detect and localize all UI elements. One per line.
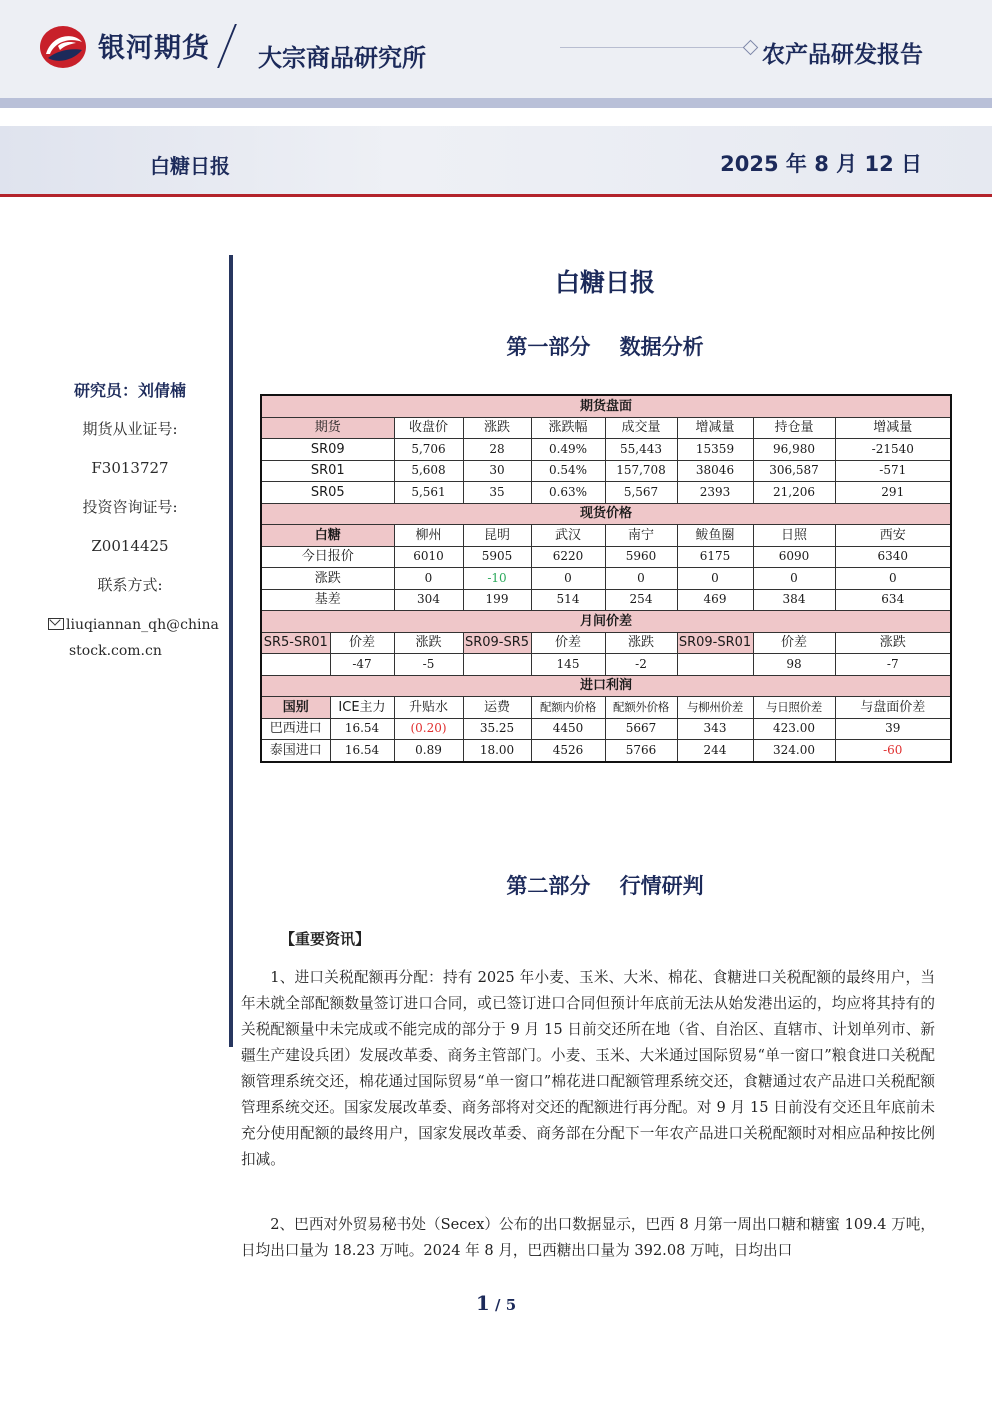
report-type: 农产品研发报告 — [762, 42, 923, 68]
table-cell: 0 — [835, 568, 951, 590]
table-cell: -571 — [835, 460, 951, 482]
page-current: 1 — [475, 1291, 490, 1315]
red-divider — [0, 194, 992, 197]
page-total: / 5 — [489, 1296, 517, 1314]
row-label: SR01 — [261, 460, 394, 482]
row-label: 泰国进口 — [261, 740, 330, 762]
row-label: 涨跌 — [261, 568, 394, 590]
table-row — [261, 654, 951, 676]
table-cell: 0 — [605, 568, 677, 590]
column-header: 价差 — [330, 632, 394, 654]
table-cell — [677, 654, 753, 676]
futures-section-row — [261, 395, 951, 417]
table-cell: 423.00 — [753, 718, 835, 740]
row-label: SR09 — [261, 439, 394, 461]
table-cell: 5,561 — [394, 482, 463, 504]
column-header: 柳州 — [394, 525, 463, 547]
column-header: 白糖 — [261, 525, 394, 547]
column-header: 持仓量 — [753, 417, 835, 439]
table-cell: 2393 — [677, 482, 753, 504]
table-row — [261, 740, 951, 762]
market-data-table — [260, 394, 952, 763]
table-cell: 6010 — [394, 546, 463, 568]
table-cell: 4450 — [531, 718, 605, 740]
table-cell: 98 — [753, 654, 835, 676]
table-cell: -2 — [605, 654, 677, 676]
column-header: 与柳州价差 — [677, 697, 753, 719]
column-header: 日照 — [753, 525, 835, 547]
table-cell: -5 — [394, 654, 463, 676]
table-cell: 4526 — [531, 740, 605, 762]
table-cell: 343 — [677, 718, 753, 740]
news-heading: 【重要资讯】 — [280, 930, 371, 948]
table-cell: 38046 — [677, 460, 753, 482]
table-cell: 157,708 — [605, 460, 677, 482]
column-header: 涨跌 — [835, 632, 951, 654]
section-title: 现货价格 — [261, 503, 951, 525]
column-header: 南宁 — [605, 525, 677, 547]
table-cell: -60 — [835, 740, 951, 762]
column-header: 价差 — [753, 632, 835, 654]
table-row — [261, 482, 951, 504]
table-cell: 15359 — [677, 439, 753, 461]
table-cell: 5,567 — [605, 482, 677, 504]
table-cell: 96,980 — [753, 439, 835, 461]
section-title: 进口利润 — [261, 675, 951, 697]
table-row — [261, 546, 951, 568]
table-cell: 0 — [753, 568, 835, 590]
table-cell: 304 — [394, 589, 463, 611]
table-cell: 5,706 — [394, 439, 463, 461]
table-cell: 145 — [531, 654, 605, 676]
table-cell: 5,608 — [394, 460, 463, 482]
table-row — [261, 460, 951, 482]
column-header: 西安 — [835, 525, 951, 547]
table-cell: 0.49% — [531, 439, 605, 461]
email-line-1: liuqiannan_qh@china — [66, 617, 219, 633]
table-cell: 5667 — [605, 718, 677, 740]
table-cell: 0 — [394, 568, 463, 590]
spot-header-row — [261, 525, 951, 547]
row-label: SR05 — [261, 482, 394, 504]
table-cell: 324.00 — [753, 740, 835, 762]
column-header: 运费 — [463, 697, 531, 719]
table-cell: 5905 — [463, 546, 531, 568]
table-cell: -10 — [463, 568, 531, 590]
email-line-2: stock.com.cn — [69, 643, 162, 659]
column-header: 配额外价格 — [605, 697, 677, 719]
table-cell: 6340 — [835, 546, 951, 568]
column-header: 增减量 — [677, 417, 753, 439]
invest-cert: Z0014425 — [91, 537, 169, 555]
table-cell — [261, 654, 330, 676]
table-cell: 0.63% — [531, 482, 605, 504]
column-header: 涨跌 — [605, 632, 677, 654]
column-header: 涨跌 — [394, 632, 463, 654]
column-header: 武汉 — [531, 525, 605, 547]
futures-cert-label: 期货从业证号: — [82, 420, 178, 438]
column-header: 昆明 — [463, 525, 531, 547]
column-header: SR5-SR01 — [261, 632, 330, 654]
column-header: 鲅鱼圈 — [677, 525, 753, 547]
institute-name: 大宗商品研究所 — [258, 44, 426, 72]
spot-section-row — [261, 503, 951, 525]
table-cell: 35.25 — [463, 718, 531, 740]
header-rule — [560, 47, 746, 48]
page-number — [0, 1291, 992, 1315]
table-cell — [463, 654, 531, 676]
table-row — [261, 568, 951, 590]
column-header: ICE主力 — [330, 697, 394, 719]
table-cell: 16.54 — [330, 740, 394, 762]
table-cell: 28 — [463, 439, 531, 461]
spread-section-row — [261, 611, 951, 633]
table-row — [261, 589, 951, 611]
table-cell: 5766 — [605, 740, 677, 762]
column-header: SR09-SR5 — [463, 632, 531, 654]
spread-header-row — [261, 632, 951, 654]
column-header: 与盘面价差 — [835, 697, 951, 719]
table-cell: -21540 — [835, 439, 951, 461]
table-cell: 39 — [835, 718, 951, 740]
contact-email[interactable] — [40, 612, 220, 664]
table-cell: 0 — [531, 568, 605, 590]
table-cell: 6090 — [753, 546, 835, 568]
table-cell: (0.20) — [394, 718, 463, 740]
part1-title: 第一部分 数据分析 — [506, 335, 704, 359]
table-cell: 6175 — [677, 546, 753, 568]
table-cell: 469 — [677, 589, 753, 611]
table-cell: 18.00 — [463, 740, 531, 762]
column-header: 升贴水 — [394, 697, 463, 719]
section-title: 期货盘面 — [261, 395, 951, 417]
futures-cert: F3013727 — [91, 459, 169, 477]
table-cell: 244 — [677, 740, 753, 762]
column-header: 配额内价格 — [531, 697, 605, 719]
document-title: 白糖日报 — [554, 268, 655, 297]
row-label: 今日报价 — [261, 546, 394, 568]
table-cell: 384 — [753, 589, 835, 611]
table-cell: -7 — [835, 654, 951, 676]
contact-label: 联系方式: — [97, 576, 163, 594]
table-cell: 514 — [531, 589, 605, 611]
table-cell: 30 — [463, 460, 531, 482]
company-name: 银河期货 — [98, 33, 210, 64]
row-label: 基差 — [261, 589, 394, 611]
column-header: 国别 — [261, 697, 330, 719]
galaxy-logo-icon — [38, 24, 88, 70]
table-cell: 55,443 — [605, 439, 677, 461]
table-cell: 0.89 — [394, 740, 463, 762]
futures-header-row — [261, 417, 951, 439]
section-title: 月间价差 — [261, 611, 951, 633]
import-header-row — [261, 697, 951, 719]
column-header: 成交量 — [605, 417, 677, 439]
analyst-name: 研究员：刘倩楠 — [73, 381, 186, 400]
table-cell: 0.54% — [531, 460, 605, 482]
column-header: 价差 — [531, 632, 605, 654]
table-cell: 21,206 — [753, 482, 835, 504]
column-header: 增减量 — [835, 417, 951, 439]
invest-cert-label: 投资咨询证号: — [82, 498, 178, 516]
column-header: 期货 — [261, 417, 394, 439]
table-cell: 0 — [677, 568, 753, 590]
news-paragraph-2: 2、巴西对外贸易秘书处（Secex）公布的出口数据显示，巴西 8 月第一周出口糖和糖蜜 109.4 万吨，日均出口量为 18.23 万吨。2024 年 8 月，巴西糖出口量为 392.08 万吨，日均出口 — [241, 1216, 935, 1259]
table-cell: 634 — [835, 589, 951, 611]
row-label: 巴西进口 — [261, 718, 330, 740]
analyst-sidebar — [40, 378, 220, 664]
table-row — [261, 439, 951, 461]
report-sub-title: 白糖日报 — [150, 154, 230, 178]
table-cell: 6220 — [531, 546, 605, 568]
table-cell: 199 — [463, 589, 531, 611]
mail-icon — [48, 618, 64, 630]
table-cell: 35 — [463, 482, 531, 504]
column-header: 涨跌幅 — [531, 417, 605, 439]
table-cell: -47 — [330, 654, 394, 676]
sidebar-divider — [229, 255, 233, 1047]
banner-bottom-stripe — [0, 98, 992, 108]
table-cell: 291 — [835, 482, 951, 504]
part2-title: 第二部分 行情研判 — [506, 874, 704, 898]
import-section-row — [261, 675, 951, 697]
column-header: 涨跌 — [463, 417, 531, 439]
column-header: 与日照价差 — [753, 697, 835, 719]
table-cell: 16.54 — [330, 718, 394, 740]
table-row — [261, 718, 951, 740]
news-paragraph-1: 1、进口关税配额再分配：持有 2025 年小麦、玉米、大米、棉花、食糖进口关税配额的最终用户，当年未就全部配额数量签订进口合同，或已签订进口合同但预计年底前无法从始发港出运的，均应将其持有的关税配额量中未完成或不能完成的部分于 9 月 15 日前交还所在地（省、自治区、直辖市、计划单列市、新疆生产建设兵团）发展改革委、商务主管部门。小麦、玉米、大米通过国际贸易“单一窗口”粮食进口关税配额管理系统交还，棉花通过国际贸易“单一窗口”棉花进口配额管理系统交还，食糖通过农产品进口关税配额管理系统交还。国家发展改革委、商务部将对交还的配额进行再分配。对 9 月 15 日前没有交还且年底前未充分使用配额的最终用户，国家发展改革委、商务部在分配下一年农产品进口关税配额时对相应品种按比例扣减。 — [241, 969, 935, 1168]
table-cell: 5960 — [605, 546, 677, 568]
column-header: SR09-SR01 — [677, 632, 753, 654]
table-cell: 254 — [605, 589, 677, 611]
report-date: 2025 年 8 月 12 日 — [720, 152, 922, 176]
table-cell: 306,587 — [753, 460, 835, 482]
column-header: 收盘价 — [394, 417, 463, 439]
